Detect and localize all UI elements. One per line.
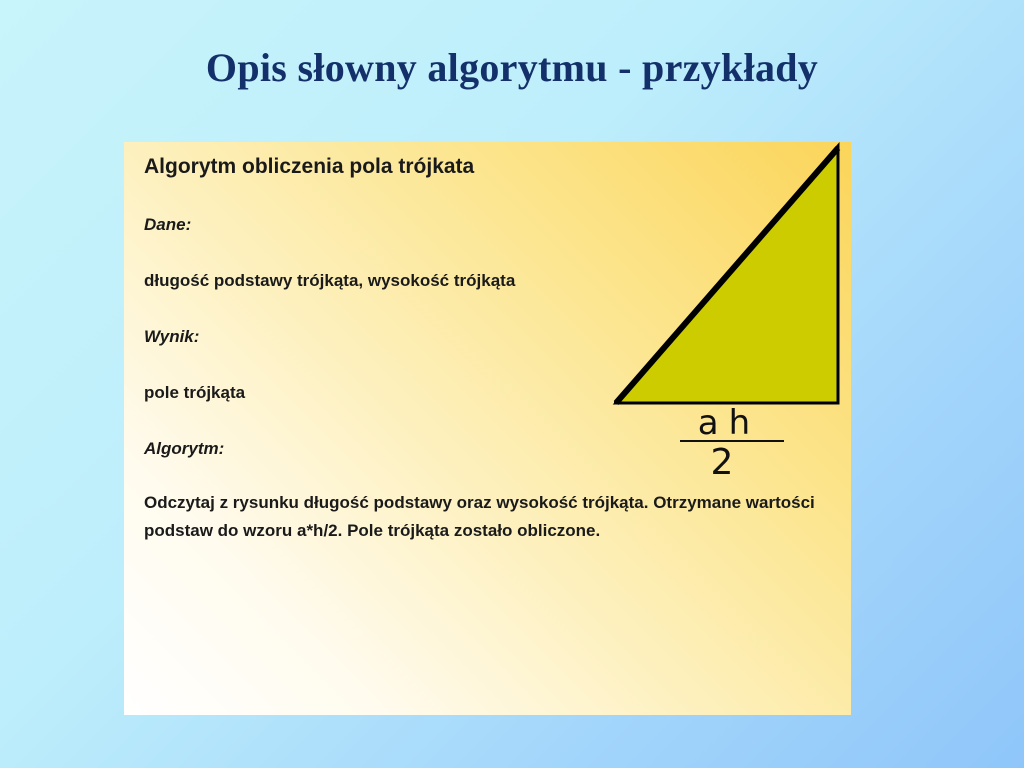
output-label: Wynik: xyxy=(144,327,200,346)
slide-title: Opis słowny algorytmu - przykłady xyxy=(205,45,819,90)
card-heading: Algorytm obliczenia pola trójkata xyxy=(144,155,475,178)
formula-denominator: 2 xyxy=(710,442,734,483)
input-label: Dane: xyxy=(144,215,192,234)
input-value: długość podstawy trójkąta, wysokość trójkąta xyxy=(144,271,516,290)
algorithm-text: Odczytaj z rysunku długość podstawy oraz wysokość trójkąta. Otrzymane wartości podstaw do wzoru a*h/2. Pole trójkąta zostało obliczone. xyxy=(144,493,815,540)
content-card xyxy=(124,142,851,715)
output-value: pole trójkąta xyxy=(144,383,246,402)
formula-numerator: ah xyxy=(697,403,761,443)
algorithm-label: Algorytm: xyxy=(144,439,225,458)
triangle-figure xyxy=(124,142,851,715)
